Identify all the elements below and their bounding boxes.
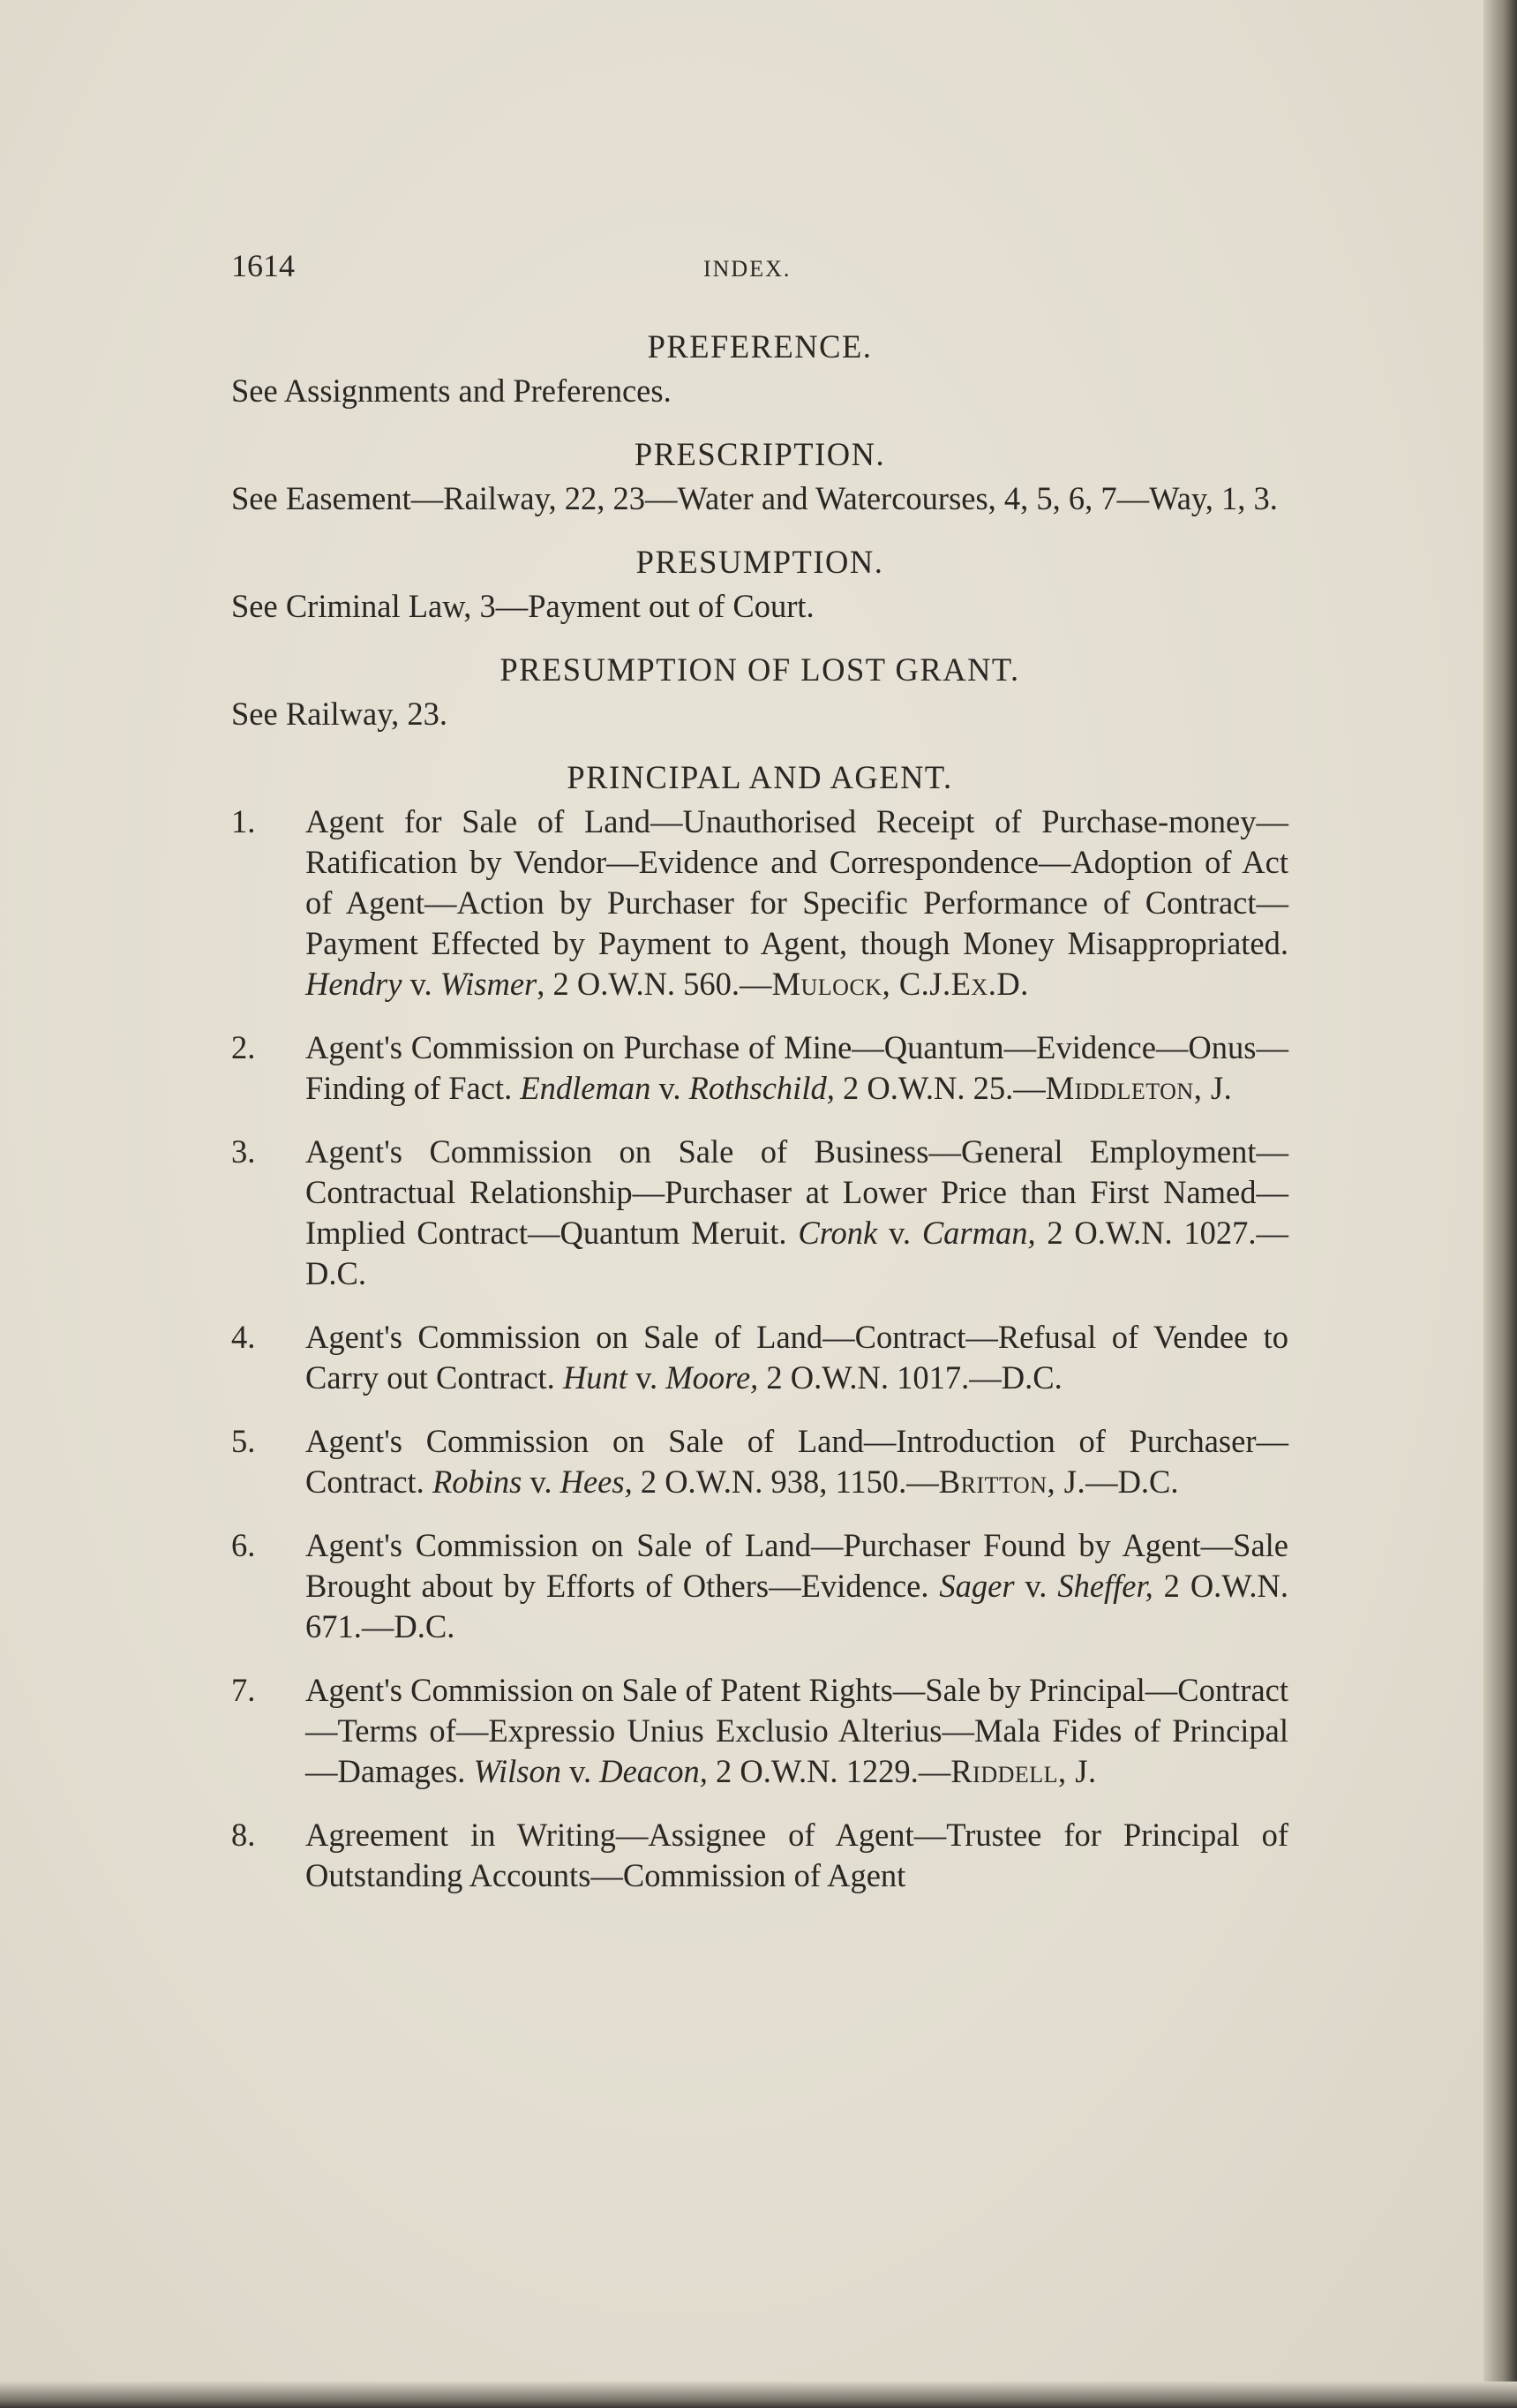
- index-entry: [231, 1317, 1288, 1398]
- page-number: 1614: [231, 248, 295, 283]
- entry-text: Agent's Commission on Sale of Patent Rights—Sale by Principal—Contract—Terms of—Expressio Unius Exclusio Alterius—Mala Fides of Principal—Damages.: [305, 1672, 1288, 1789]
- entry-number: 4.: [231, 1319, 256, 1355]
- see-reference: See Assignments and Preferences.: [231, 372, 672, 409]
- space: [911, 1215, 922, 1251]
- section-heading: PRINCIPAL AND AGENT.: [567, 759, 953, 795]
- entry-number: 6.: [231, 1527, 256, 1563]
- running-head: INDEX.: [703, 256, 792, 282]
- case-party-b: Hees,: [559, 1464, 633, 1500]
- citation-tail: —D.C.: [1085, 1464, 1179, 1500]
- entry-number: 7.: [231, 1672, 256, 1708]
- space: [591, 1753, 599, 1789]
- case-versus: v.: [635, 1359, 658, 1396]
- space: [877, 1215, 889, 1251]
- case-party-a: Sager: [939, 1568, 1015, 1604]
- space: [555, 1359, 563, 1396]
- entry-text: Agent's Commission on Sale of Land—Contract—Refusal of Vendee to Carry out Contract.: [305, 1319, 1288, 1396]
- case-party-a: Hendry: [305, 966, 402, 1002]
- citation: 2 O.W.N. 671.—D.C.: [305, 1568, 1289, 1644]
- citation: 2 O.W.N. 25.—: [834, 1070, 1046, 1106]
- section-heading: PREFERENCE.: [647, 328, 873, 365]
- space: [561, 1753, 569, 1789]
- entry-text: Agent's Commission on Sale of Land—Purchaser Found by Agent—Sale Brought about by Efforts of Others—Evidence.: [305, 1527, 1288, 1604]
- entry-number: 2.: [231, 1029, 256, 1065]
- entry-number: 8.: [231, 1817, 256, 1853]
- see-reference: See Railway, 23.: [231, 696, 447, 732]
- index-entry: [231, 1421, 1288, 1502]
- entry-text: Agreement in Writing—Assignee of Agent—Trustee for Principal of Outstanding Accounts—Commission of Agent: [305, 1817, 1288, 1893]
- space: [432, 966, 440, 1002]
- section-heading: PRESCRIPTION.: [634, 436, 886, 472]
- space: [512, 1070, 520, 1106]
- index-entry: [231, 1815, 1288, 1896]
- space: [1015, 1568, 1025, 1604]
- index-entry: [231, 1670, 1288, 1792]
- entry-list: [231, 801, 1288, 1896]
- index-content: [231, 327, 1288, 1919]
- space: [402, 966, 409, 1002]
- case-versus: v.: [569, 1753, 592, 1789]
- case-party-b: Carman,: [921, 1215, 1036, 1251]
- judge-name: Britton, J.: [938, 1464, 1086, 1500]
- case-versus: v.: [1025, 1568, 1048, 1604]
- section-heading: PRESUMPTION OF LOST GRANT.: [499, 651, 1020, 688]
- citation: 2 O.W.N. 1027.—D.C.: [305, 1215, 1289, 1291]
- section-heading: PRESUMPTION.: [635, 544, 884, 580]
- index-entry: [231, 1027, 1288, 1109]
- space: [465, 1753, 473, 1789]
- case-versus: v.: [658, 1070, 681, 1106]
- entry-number: 3.: [231, 1133, 256, 1170]
- case-versus: v.: [889, 1215, 912, 1251]
- case-party-b: Sheffer,: [1057, 1568, 1153, 1604]
- space: [787, 1215, 799, 1251]
- space: [552, 1464, 559, 1500]
- case-party-a: Hunt: [562, 1359, 627, 1396]
- space: [1047, 1568, 1057, 1604]
- case-party-a: Cronk: [798, 1215, 878, 1251]
- entry-text: Agent's Commission on Sale of Land—Introduction of Purchaser—Contract.: [305, 1423, 1288, 1500]
- citation: 2 O.W.N. 938, 1150.—: [632, 1464, 939, 1500]
- space: [424, 1464, 432, 1500]
- entry-text: Agent's Commission on Sale of Business—General Employment—Contractual Relationship—Purchaser at Lower Price than First Named—Implied Contract—Quantum Meruit.: [305, 1133, 1288, 1251]
- entry-text: Agent for Sale of Land—Unauthorised Receipt of Purchase-money—Ratification by Vendor—Evidence and Correspondence—Adoption of Act of Agent—Action by Purchaser for Specific Performance of Contract—Payment Effected by Payment to Agent, though Money Misappropriated.: [305, 803, 1288, 961]
- case-versus: v.: [529, 1464, 552, 1500]
- judge-name: Middleton, J.: [1045, 1070, 1233, 1106]
- judge-name: Mulock, C.J.Ex.D.: [771, 966, 1029, 1002]
- index-entry: [231, 1525, 1288, 1647]
- entry-text: Agent's Commission on Purchase of Mine—Quantum—Evidence—Onus—Finding of Fact.: [305, 1029, 1288, 1106]
- case-party-b: Wismer: [439, 966, 537, 1002]
- case-party-b: Moore,: [665, 1359, 759, 1396]
- case-party-a: Endleman: [520, 1070, 651, 1106]
- space: [627, 1359, 635, 1396]
- citation: 2 O.W.N. 1017.—D.C.: [758, 1359, 1063, 1396]
- case-party-a: Robins: [432, 1464, 522, 1500]
- entry-number: 5.: [231, 1423, 256, 1459]
- space: [928, 1568, 939, 1604]
- case-versus: v.: [409, 966, 432, 1002]
- index-entry: [231, 1132, 1288, 1294]
- case-party-b: Rothschild,: [688, 1070, 835, 1106]
- page-header: [231, 247, 1290, 291]
- page-edge-shadow: [1483, 0, 1517, 2408]
- citation: , 2 O.W.N. 560.—: [537, 966, 772, 1002]
- case-party-a: Wilson: [473, 1753, 561, 1789]
- page-bottom-shadow: [0, 2382, 1517, 2408]
- space: [657, 1359, 665, 1396]
- entry-number: 1.: [231, 803, 256, 839]
- see-reference: See Criminal Law, 3—Payment out of Court.: [231, 588, 815, 624]
- citation: 2 O.W.N. 1229.—: [707, 1753, 951, 1789]
- case-party-b: Deacon,: [599, 1753, 708, 1789]
- see-reference: See Easement—Railway, 22, 23—Water and Watercourses, 4, 5, 6, 7—Way, 1, 3.: [231, 480, 1278, 516]
- space: [680, 1070, 688, 1106]
- judge-name: Riddell, J.: [950, 1753, 1097, 1789]
- index-entry: [231, 801, 1288, 1005]
